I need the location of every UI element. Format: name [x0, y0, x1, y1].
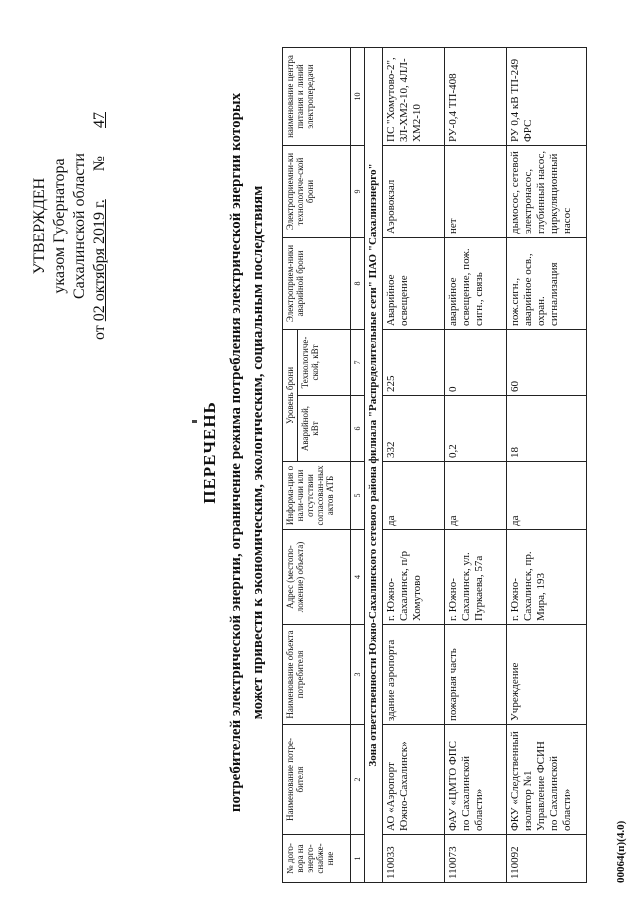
- header-power-center: наименование центра питания и линий электропередачи: [283, 48, 351, 146]
- footer-code: 00064(п)(4.0): [615, 820, 627, 883]
- cell-emergency-receivers: аварийное освещение, пож. сигн., связь: [445, 238, 507, 330]
- document-title: ПЕРЕЧЕНЬ: [200, 401, 219, 504]
- col-number: 9: [351, 146, 365, 238]
- column-number-row: [351, 48, 365, 883]
- col-number: 4: [351, 530, 365, 625]
- zone-row: [365, 48, 383, 883]
- cell-consumer: ФАУ «ЦМТО ФПС по Сахалинской области»: [445, 725, 507, 835]
- col-number: 6: [351, 396, 365, 462]
- cell-address: г. Южно-Сахалинск, пр. Мира, 193: [507, 530, 587, 625]
- cell-atb: да: [383, 462, 445, 530]
- col-number: 1: [351, 835, 365, 883]
- approval-number: 47: [91, 112, 108, 128]
- approval-stamp: [30, 112, 110, 340]
- cell-contract: 110073: [445, 835, 507, 883]
- cell-atb: да: [507, 462, 587, 530]
- cell-power-center: РУ-0,4 ТП-408: [445, 48, 507, 146]
- header-tech-receivers: Электроприемни-ки технологиче-ской брони: [283, 146, 351, 238]
- cell-tech-kw: 60: [507, 330, 587, 396]
- header-atb: Информа-ция о нали-чии или отсутствии согласован-ных актов АТБ: [283, 462, 351, 530]
- approval-line1: указом Губернатора: [51, 158, 68, 294]
- header-row: [283, 48, 298, 883]
- cell-object: Учреждение: [507, 625, 587, 725]
- approval-heading: УТВЕРЖДЕН: [31, 177, 48, 275]
- table-row: [445, 48, 507, 883]
- cell-emergency-kw: 0,2: [445, 396, 507, 462]
- document-subtitle-line2: может привести к экономическим, экологическим, социальным последствиям: [250, 185, 266, 720]
- approval-date: 02 октября 2019 г.: [91, 199, 108, 322]
- cell-object: пожарная часть: [445, 625, 507, 725]
- cell-contract: 110092: [507, 835, 587, 883]
- cell-tech-receivers: Аэровокзал: [383, 146, 445, 238]
- col-number: 5: [351, 462, 365, 530]
- col-number: 3: [351, 625, 365, 725]
- header-object: Наименование объекта потребителя: [283, 625, 351, 725]
- scan-mark: [192, 420, 197, 423]
- cell-tech-receivers: дымосос, сетевой электронасос, глубинный насос, циркуляционный насос: [507, 146, 587, 238]
- cell-address: г. Южно-Сахалинск, п/р Хомутово: [383, 530, 445, 625]
- document-subtitle-line1: потребителей электрической энергии, ограничение режима потребления электрической энергии которых: [228, 92, 244, 813]
- cell-tech-kw: 0: [445, 330, 507, 396]
- zone-label: Зона ответственности Южно-Сахалинского сетевого района филиала "Распределительные сети" ПАО "Сахалинэнерго": [365, 48, 383, 883]
- cell-consumer: ФКУ «Следственный изолятор №1 Управление ФСИН по Сахалинской области»: [507, 725, 587, 835]
- col-number: 7: [351, 330, 365, 396]
- cell-address: г. Южно-Сахалинск, ул. Пуркаева, 57а: [445, 530, 507, 625]
- header-contract: № дого-вора на энерго-снабже-ние: [283, 835, 351, 883]
- cell-emergency-receivers: Аварийное освещение: [383, 238, 445, 330]
- cell-contract: 110033: [383, 835, 445, 883]
- cell-emergency-kw: 18: [507, 396, 587, 462]
- header-tech-kw: Технологиче-ской, кВт: [298, 330, 351, 396]
- cell-object: здание аэропорта: [383, 625, 445, 725]
- header-emergency-receivers: Электроприем-ники аварийной брони: [283, 238, 351, 330]
- col-number: 8: [351, 238, 365, 330]
- header-level: Уровень брони: [283, 330, 298, 462]
- col-number: 2: [351, 725, 365, 835]
- header-consumer: Наименование потре-бителя: [283, 725, 351, 835]
- cell-tech-kw: 225: [383, 330, 445, 396]
- cell-tech-receivers: нет: [445, 146, 507, 238]
- col-number: 10: [351, 48, 365, 146]
- cell-power-center: РУ 0,4 кВ ТП-249 ФРС: [507, 48, 587, 146]
- header-address: Адрес (местопо-ложение) объекта): [283, 530, 351, 625]
- approval-date-line: от 02 октября 2019 г. № 47: [91, 112, 108, 341]
- cell-atb: да: [445, 462, 507, 530]
- table-row: [383, 48, 445, 883]
- cell-power-center: ПС "Хомутово-2", ЗЛ-ХМ2-10, 4ЛЛ-ХМ2-10: [383, 48, 445, 146]
- header-emergency-kw: Аварийной, кВт: [298, 396, 351, 462]
- cell-emergency-receivers: пож.сигн., аварийное осв., охран. сигнализация: [507, 238, 587, 330]
- cell-consumer: АО «Аэропорт Южно-Сахалинск»: [383, 725, 445, 835]
- table-row: [507, 48, 587, 883]
- approval-line2: Сахалинской области: [71, 153, 88, 300]
- consumers-table: [282, 47, 587, 883]
- cell-emergency-kw: 332: [383, 396, 445, 462]
